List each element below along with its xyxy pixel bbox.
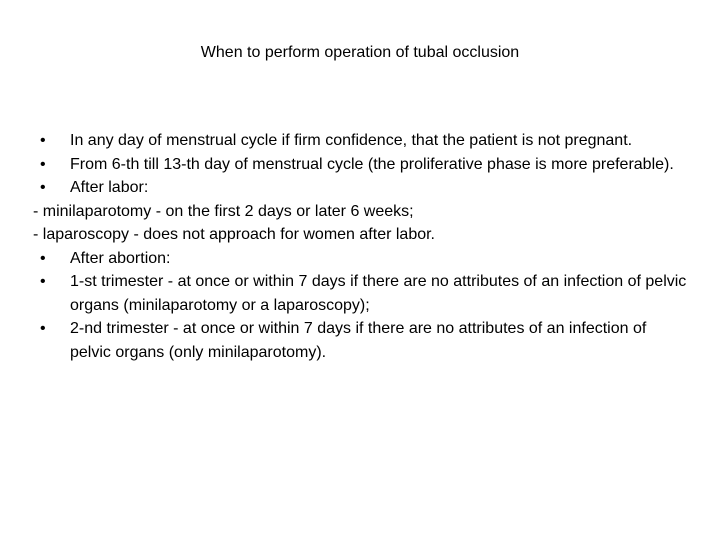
slide-title-text: When to perform operation of tubal occlusion	[200, 44, 520, 61]
bullet-item	[40, 176, 690, 200]
bullet-item	[40, 317, 690, 364]
bullet-text: In any day of menstrual cycle if firm confidence, that the patient is not pregnant.	[70, 132, 633, 149]
bullet-marker: •	[40, 155, 46, 173]
bullet-text: After abortion:	[70, 249, 171, 267]
bullet-item	[40, 153, 690, 177]
bullet-marker: •	[40, 249, 46, 267]
slide-title	[0, 43, 720, 63]
bullet-marker: •	[40, 273, 46, 290]
bullet-text: 2-nd trimester - at once or within 7 days if there are no attributes of an infection of pelvic organs (only minilaparotomy).	[70, 320, 647, 361]
bullet-text: After labor:	[70, 179, 149, 196]
dash-item	[33, 223, 690, 247]
dash-text: - minilaparotomy - on the first 2 days or later 6 weeks;	[33, 202, 414, 220]
dash-item	[33, 200, 690, 224]
bullet-marker: •	[40, 179, 46, 196]
bullet-text: From 6-th till 13-th day of menstrual cycle (the proliferative phase is more preferable).	[70, 155, 674, 173]
bullet-marker: •	[40, 320, 46, 337]
bullet-item	[40, 247, 690, 271]
slide-body	[33, 129, 690, 364]
bullet-text: 1-st trimester - at once or within 7 days if there are no attributes of an infection of pelvic organs (minilaparotomy or a laparoscopy);	[70, 273, 687, 314]
bullet-item	[40, 129, 690, 153]
bullet-marker: •	[40, 132, 46, 149]
dash-text: - laparoscopy - does not approach for women after labor.	[33, 226, 435, 243]
bullet-item	[40, 270, 690, 317]
